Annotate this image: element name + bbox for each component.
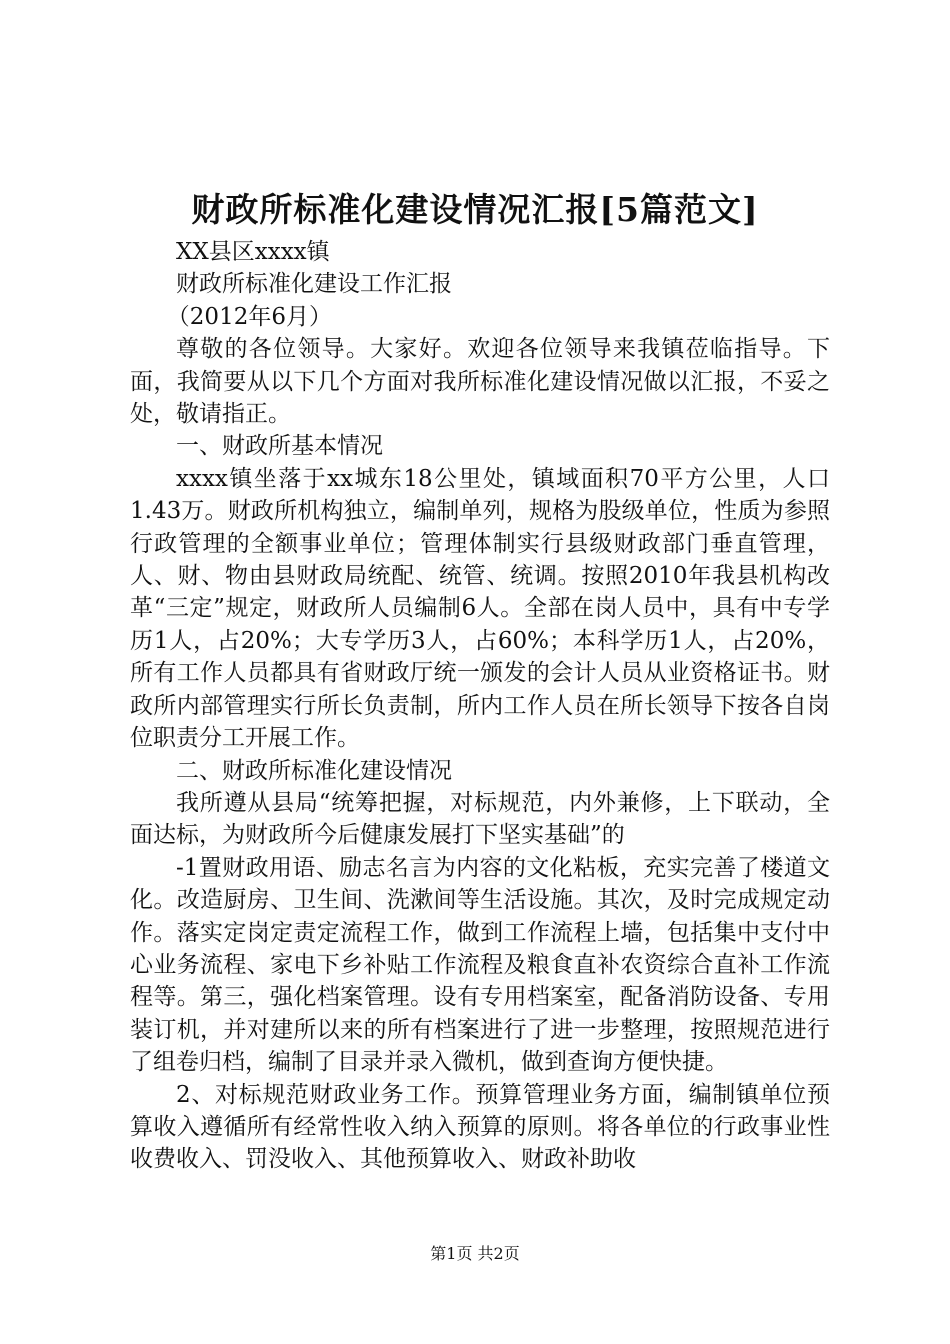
document-title: 财政所标准化建设情况汇报[5篇范文] (191, 190, 759, 229)
paragraph-business-standards: 2、对标规范财政业务工作。预算管理业务方面，编制镇单位预算收入遵循所有经常性收入纳入预算的原则。将各单位的行政事业性收费收入、罚没收入、其他预算收入、财政补助收 (130, 1081, 830, 1173)
paragraph-report-subtitle: 财政所标准化建设工作汇报 (176, 271, 452, 298)
paragraph-report-date: （2012年6月） (166, 303, 332, 330)
section-heading-basic-info: 一、财政所基本情况 (176, 433, 383, 460)
page-number: 第1页 共2页 (430, 1244, 520, 1263)
paragraph-county-town: XX县区xxxx镇 (176, 239, 330, 265)
paragraph-basic-info: xxxx镇坐落于xx城东18公里处，镇域面积70平方公里，人口1.43万。财政所机构独立，编制单列，规格为股级单位，性质为参照行政管理的全额事业单位；管理体制实行县级财政部门垂直管理，人、财、物由县财政局统配、统管、统调。按照2010年我县机构改革“三定”规定，财政所人员编制6人。全部在岗人员中，具有中专学历1人，占20%；大专学历3人，占60%；本科学历1人，占20%，所有工作人员都具有省财政厅统一颁发的会计人员从业资格证书。财政所内部管理实行所长负责制，所内工作人员在所长领导下按各自岗位职责分工开展工作。 (130, 465, 830, 752)
paragraph-facilities: -1置财政用语、励志名言为内容的文化粘板，充实完善了楼道文化。改造厨房、卫生间、洗漱间等生活设施。其次，及时完成规定动作。落实定岗定责定流程工作，做到工作流程上墙，包括集中支付中心业务流程、家电下乡补贴工作流程及粮食直补农资综合直补工作流程等。第三，强化档案管理。设有专用档案室，配备消防设备、专用装订机，并对建所以来的所有档案进行了进一步整理，按照规范进行了组卷归档，编制了目录并录入微机，做到查询方便快捷。 (130, 854, 830, 1076)
paragraph-greeting: 尊敬的各位领导。大家好。欢迎各位领导来我镇莅临指导。下面，我简要从以下几个方面对我所标准化建设情况做以汇报，不妥之处，敬请指正。 (130, 336, 830, 428)
section-heading-standardization: 二、财政所标准化建设情况 (176, 757, 452, 784)
document-body (130, 236, 830, 1176)
paragraph-guiding-principle: 我所遵从县局“统筹把握，对标规范，内外兼修，上下联动，全面达标，为财政所今后健康发展打下坚实基础”的 (130, 789, 830, 849)
